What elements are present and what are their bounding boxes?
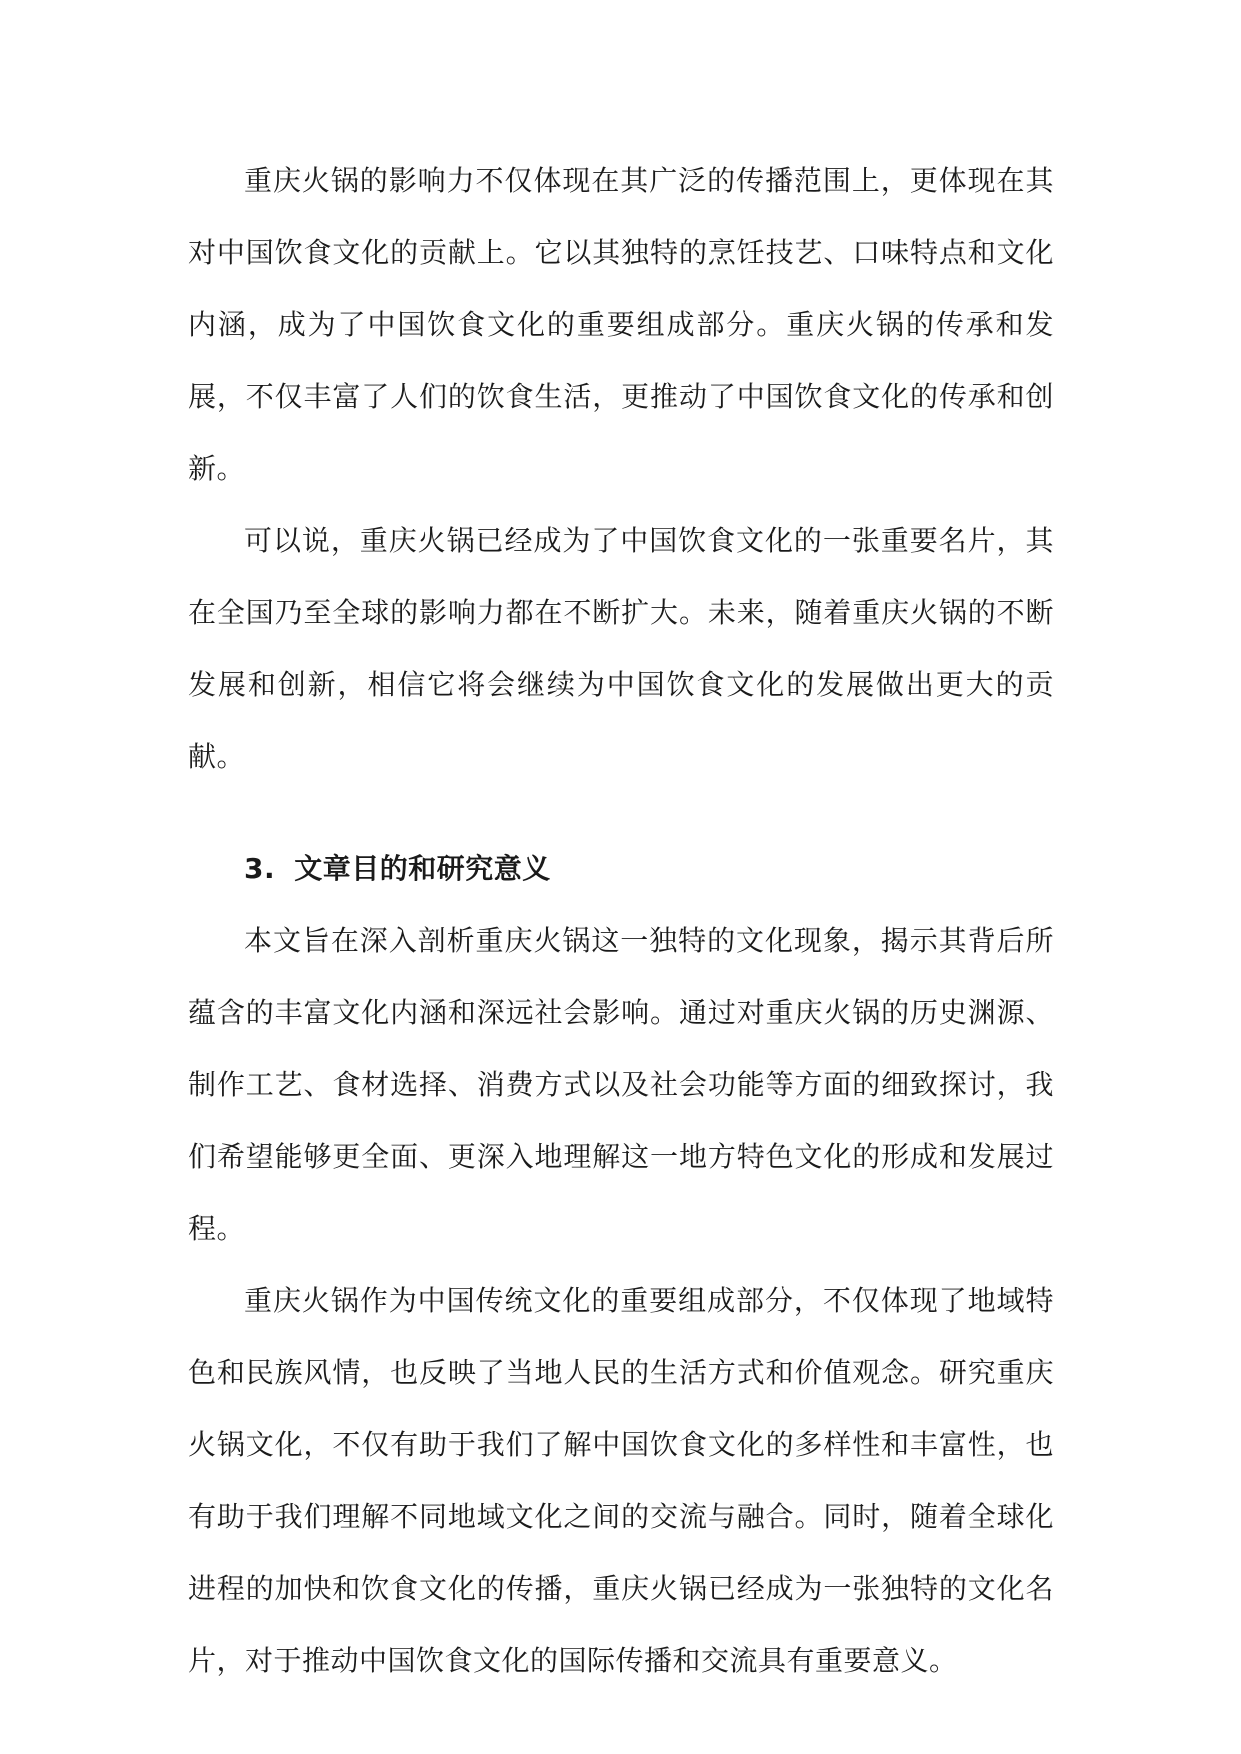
section-heading xyxy=(188,833,1054,905)
section-number: 3. xyxy=(244,852,276,885)
paragraph-significance: 重庆火锅作为中国传统文化的重要组成部分，不仅体现了地域特色和民族风情，也反映了当地人民的生活方式和价值观念。研究重庆火锅文化，不仅有助于我们了解中国饮食文化的多样性和丰富性，也有助于我们理解不同地域文化之间的交流与融合。同时，随着全球化进程的加快和饮食文化的传播，重庆火锅已经成为一张独特的文化名片，对于推动中国饮食文化的国际传播和交流具有重要意义。 xyxy=(188,1284,1054,1677)
paragraph-influence: 重庆火锅的影响力不仅体现在其广泛的传播范围上，更体现在其对中国饮食文化的贡献上。它以其独特的烹饪技艺、口味特点和文化内涵，成为了中国饮食文化的重要组成部分。重庆火锅的传承和发展，不仅丰富了人们的饮食生活，更推动了中国饮食文化的传承和创新。 xyxy=(188,164,1054,485)
document-body xyxy=(188,145,1054,1697)
section-title: 文章目的和研究意义 xyxy=(294,852,551,885)
paragraph-purpose: 本文旨在深入剖析重庆火锅这一独特的文化现象，揭示其背后所蕴含的丰富文化内涵和深远社会影响。通过对重庆火锅的历史渊源、制作工艺、食材选择、消费方式以及社会功能等方面的细致探讨，我们希望能够更全面、更深入地理解这一地方特色文化的形成和发展过程。 xyxy=(188,924,1054,1245)
paragraph-name-card: 可以说，重庆火锅已经成为了中国饮食文化的一张重要名片，其在全国乃至全球的影响力都在不断扩大。未来，随着重庆火锅的不断发展和创新，相信它将会继续为中国饮食文化的发展做出更大的贡献。 xyxy=(188,524,1054,773)
